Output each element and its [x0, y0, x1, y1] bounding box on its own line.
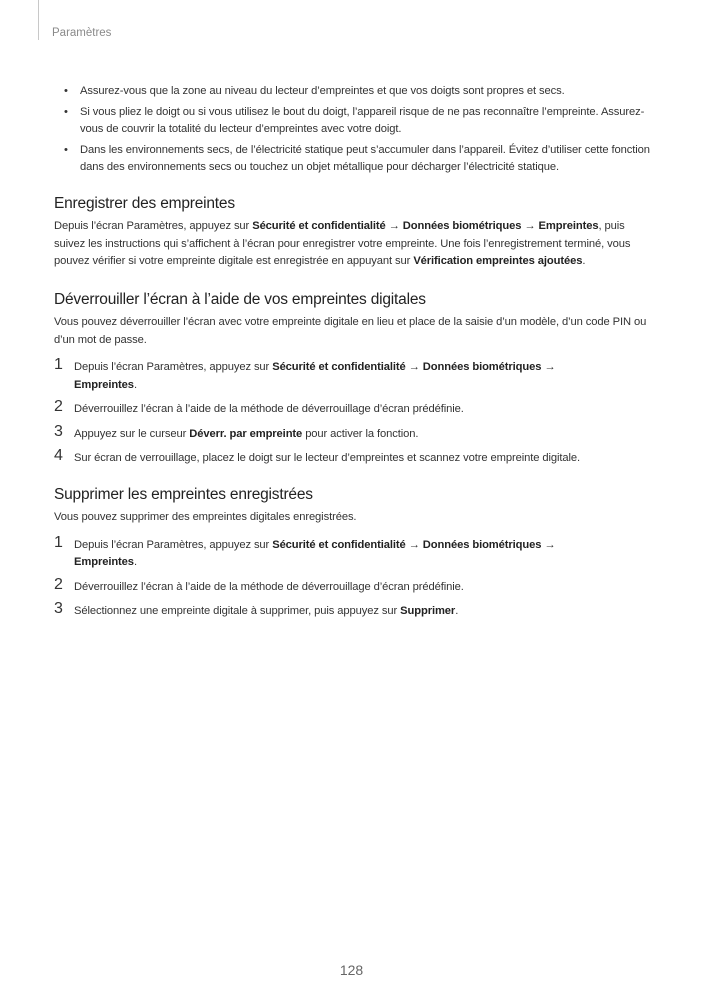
- section-heading-register: Enregistrer des empreintes: [54, 194, 235, 212]
- step-item: 2 Déverrouillez l’écran à l’aide de la méthode de déverrouillage d’écran prédéfinie.: [54, 575, 464, 593]
- step-item: 3 Sélectionnez une empreinte digitale à supprimer, puis appuyez sur Supprimer.: [54, 600, 459, 617]
- page-content: [54, 83, 654, 628]
- step-number: 2: [54, 575, 63, 593]
- setting-name: Déverr. par empreinte: [189, 427, 303, 440]
- menu-path-biometrics: Données biométriques: [402, 220, 522, 232]
- step-item: 2 Déverrouillez l’écran à l’aide de la méthode de déverrouillage d’écran prédéfinie.: [54, 398, 464, 415]
- section-heading-unlock: Déverrouiller l’écran à l’aide de vos empreintes digitales: [54, 290, 426, 308]
- section-heading-delete: Supprimer les empreintes enregistrées: [54, 485, 313, 503]
- page-number: 128: [339, 962, 364, 978]
- action-name: Supprimer: [400, 605, 456, 617]
- unlock-intro: Vous pouvez déverrouiller l’écran avec votre empreinte digitale en lieu et place de la saisie d’un modèle, d’un code PIN ou d’un mot de passe.: [54, 316, 647, 346]
- register-paragraph: Depuis l’écran Paramètres, appuyez sur Sécurité et confidentialité → Données biométriques → Empreintes, puis suivez les instructions qui s’affichent à l’écran pour enregistrer votre empreinte. Une fois l’enregistrement terminé, vous pouvez vérifier si votre empreinte digitale est enregistrée en appuyant sur Vérification empreintes ajoutées.: [54, 220, 631, 267]
- list-item: • Dans les environnements secs, de l’électricité statique peut s’accumuler dans l’appareil. Évitez d’utiliser cette fonction dans des environnements secs ou touchez un objet métallique pour décharger l’électricité statique.: [54, 142, 654, 177]
- menu-path-fingerprints: Empreintes: [538, 220, 599, 232]
- list-item: • Assurez-vous que la zone au niveau du lecteur d’empreintes et que vos doigts sont propres et secs.: [54, 83, 654, 101]
- running-header: Paramètres: [52, 27, 112, 39]
- delete-intro: Vous pouvez supprimer des empreintes digitales enregistrées.: [54, 511, 357, 523]
- step-item: 1 Depuis l’écran Paramètres, appuyez sur Sécurité et confidentialité → Données biométriques → Empreintes.: [54, 356, 556, 391]
- margin-rule: [38, 0, 39, 40]
- list-item: • Si vous pliez le doigt ou si vous utilisez le bout du doigt, l’appareil risque de ne pas reconnaître l’empreinte. Assurez-vous de couvrir la totalité du lecteur d’empreintes avec votre doigt.: [54, 104, 654, 139]
- menu-path-verification: Vérification empreintes ajoutées: [413, 255, 583, 267]
- step-number: 3: [54, 422, 63, 440]
- step-item: 1 Depuis l’écran Paramètres, appuyez sur Sécurité et confidentialité → Données biométriques → Empreintes.: [54, 533, 556, 568]
- step-number: 1: [54, 356, 63, 373]
- step-number: 3: [54, 600, 63, 617]
- step-number: 2: [54, 398, 63, 415]
- step-number: 1: [54, 533, 63, 551]
- step-item: 3 Appuyez sur le curseur Déverr. par empreinte pour activer la fonction.: [54, 422, 419, 440]
- precautions-list: [54, 83, 654, 177]
- step-item: 4 Sur écran de verrouillage, placez le doigt sur le lecteur d’empreintes et scannez votre empreinte digitale.: [54, 447, 581, 464]
- step-number: 4: [54, 447, 63, 464]
- unlock-steps: [54, 356, 654, 468]
- menu-path-security: Sécurité et confidentialité: [252, 220, 386, 232]
- delete-steps: [54, 533, 654, 621]
